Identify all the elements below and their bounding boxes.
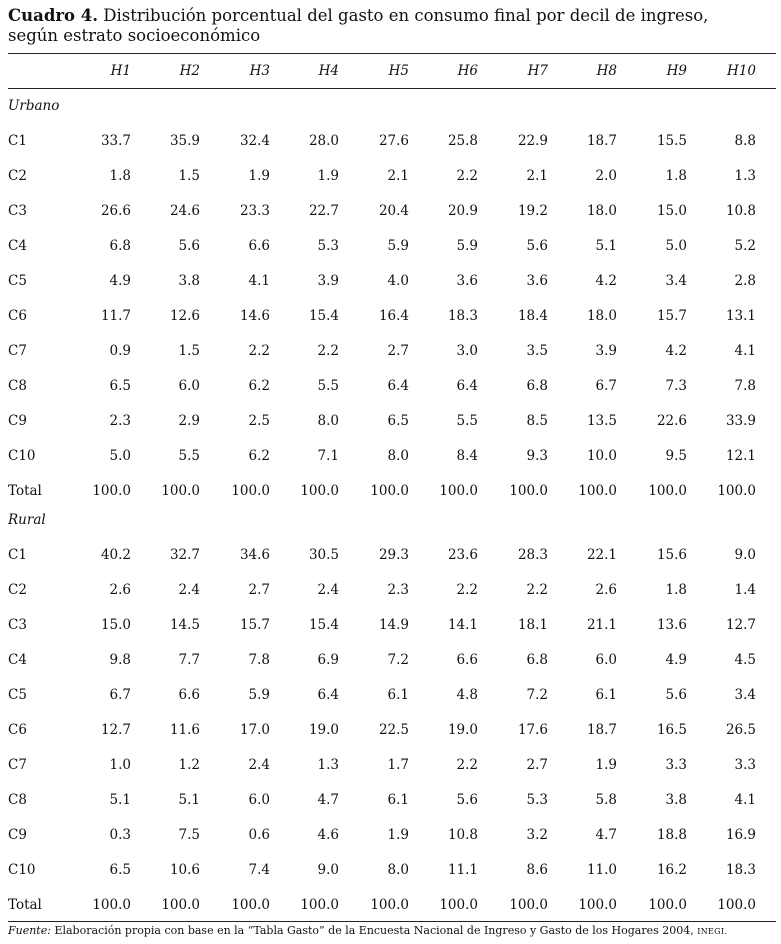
table-cell: 1.8 xyxy=(109,168,131,184)
table-cell: 2.3 xyxy=(109,413,131,429)
table-cell: 5.2 xyxy=(734,238,756,254)
table-cell: 7.8 xyxy=(734,378,756,394)
table-cell: 8.6 xyxy=(526,862,548,878)
table-cell: 0.6 xyxy=(248,827,270,843)
row-label: C7 xyxy=(8,757,27,773)
table-row xyxy=(0,308,781,328)
column-header: H2 xyxy=(179,63,200,79)
table-row xyxy=(0,273,781,293)
table-cell: 1.2 xyxy=(178,757,200,773)
table-cell: 100.0 xyxy=(92,483,131,499)
table-cell: 100.0 xyxy=(717,483,756,499)
table-cell: 12.6 xyxy=(169,308,200,324)
table-cell: 4.1 xyxy=(248,273,270,289)
table-cell: 5.6 xyxy=(665,687,687,703)
footnote-label: Fuente: xyxy=(8,924,51,937)
table-cell: 7.1 xyxy=(317,448,339,464)
table-cell: 5.1 xyxy=(109,792,131,808)
table-cell: 8.0 xyxy=(317,413,339,429)
row-label: Total xyxy=(8,897,42,913)
table-cell: 6.6 xyxy=(248,238,270,254)
table-cell: 26.5 xyxy=(725,722,756,738)
table-cell: 30.5 xyxy=(308,547,339,563)
row-label: C10 xyxy=(8,862,36,878)
footnote-text: Elaboración propia con base en la “Tabla Gasto” de la Encuesta Nacional de Ingreso y Gasto de los Hogares 2004, xyxy=(50,924,698,937)
table-cell: 100.0 xyxy=(509,483,548,499)
table-cell: 28.3 xyxy=(517,547,548,563)
table-cell: 10.8 xyxy=(447,827,478,843)
table-cell: 6.5 xyxy=(109,378,131,394)
table-cell: 9.5 xyxy=(665,448,687,464)
table-cell: 5.0 xyxy=(665,238,687,254)
table-cell: 13.5 xyxy=(586,413,617,429)
table-cell: 5.3 xyxy=(526,792,548,808)
table-cell: 0.9 xyxy=(109,343,131,359)
column-header: H4 xyxy=(318,63,339,79)
table-cell: 100.0 xyxy=(300,897,339,913)
table-cell: 1.8 xyxy=(665,582,687,598)
table-cell: 26.6 xyxy=(100,203,131,219)
table-cell: 33.9 xyxy=(725,413,756,429)
row-label: C4 xyxy=(8,652,27,668)
table-cell: 100.0 xyxy=(231,897,270,913)
table-cell: 23.6 xyxy=(447,547,478,563)
table-cell: 12.7 xyxy=(725,617,756,633)
table-row xyxy=(0,547,781,567)
table-cell: 4.2 xyxy=(595,273,617,289)
table-cell: 2.4 xyxy=(317,582,339,598)
table-cell: 1.3 xyxy=(734,168,756,184)
table-cell: 2.1 xyxy=(526,168,548,184)
table-cell: 8.8 xyxy=(734,133,756,149)
table-cell: 12.7 xyxy=(100,722,131,738)
table-row xyxy=(0,757,781,777)
table-cell: 14.1 xyxy=(447,617,478,633)
table-cell: 22.7 xyxy=(308,203,339,219)
table-cell: 8.5 xyxy=(526,413,548,429)
row-label: C10 xyxy=(8,448,36,464)
column-header-row xyxy=(0,63,781,83)
table-cell: 6.7 xyxy=(109,687,131,703)
table-cell: 2.0 xyxy=(595,168,617,184)
table-row xyxy=(0,582,781,602)
table-cell: 21.1 xyxy=(586,617,617,633)
table-cell: 18.3 xyxy=(725,862,756,878)
row-label: C4 xyxy=(8,238,27,254)
column-header: H10 xyxy=(727,63,756,79)
table-cell: 6.1 xyxy=(387,687,409,703)
table-cell: 4.9 xyxy=(109,273,131,289)
table-cell: 2.4 xyxy=(248,757,270,773)
table-cell: 6.6 xyxy=(178,687,200,703)
table-cell: 6.6 xyxy=(456,652,478,668)
row-label: C6 xyxy=(8,722,27,738)
table-cell: 12.1 xyxy=(725,448,756,464)
table-cell: 5.1 xyxy=(178,792,200,808)
table-cell: 100.0 xyxy=(370,897,409,913)
table-cell: 6.8 xyxy=(526,378,548,394)
table-cell: 18.8 xyxy=(656,827,687,843)
table-cell: 6.0 xyxy=(248,792,270,808)
table-cell: 100.0 xyxy=(439,483,478,499)
table-cell: 15.5 xyxy=(656,133,687,149)
table-cell: 3.4 xyxy=(734,687,756,703)
row-label: C1 xyxy=(8,547,27,563)
table-cell: 5.6 xyxy=(456,792,478,808)
table-cell: 100.0 xyxy=(717,897,756,913)
table-row xyxy=(0,827,781,847)
table-cell: 5.5 xyxy=(178,448,200,464)
table-cell: 7.8 xyxy=(248,652,270,668)
row-label: C8 xyxy=(8,378,27,394)
table-cell: 2.6 xyxy=(109,582,131,598)
table-cell: 7.4 xyxy=(248,862,270,878)
table-cell: 5.9 xyxy=(456,238,478,254)
table-cell: 100.0 xyxy=(161,897,200,913)
table-cell: 15.0 xyxy=(100,617,131,633)
table-cell: 2.1 xyxy=(387,168,409,184)
table-cell: 14.6 xyxy=(239,308,270,324)
table-cell: 100.0 xyxy=(509,897,548,913)
table-cell: 2.7 xyxy=(387,343,409,359)
table-cell: 17.6 xyxy=(517,722,548,738)
row-label: C5 xyxy=(8,273,27,289)
table-cell: 4.9 xyxy=(665,652,687,668)
table-cell: 35.9 xyxy=(169,133,200,149)
table-cell: 6.9 xyxy=(317,652,339,668)
table-cell: 2.2 xyxy=(526,582,548,598)
table-row xyxy=(0,897,781,917)
table-cell: 2.6 xyxy=(595,582,617,598)
row-label: C8 xyxy=(8,792,27,808)
row-label: C5 xyxy=(8,687,27,703)
table-cell: 19.2 xyxy=(517,203,548,219)
table-cell: 18.0 xyxy=(586,203,617,219)
table-cell: 4.1 xyxy=(734,792,756,808)
column-header: H6 xyxy=(457,63,478,79)
table-row xyxy=(0,617,781,637)
table-cell: 15.6 xyxy=(656,547,687,563)
table-cell: 10.0 xyxy=(586,448,617,464)
table-cell: 3.6 xyxy=(526,273,548,289)
table-cell: 34.6 xyxy=(239,547,270,563)
table-cell: 11.6 xyxy=(169,722,200,738)
column-header: H3 xyxy=(249,63,270,79)
table-cell: 17.0 xyxy=(239,722,270,738)
table-cell: 16.9 xyxy=(725,827,756,843)
table-cell: 100.0 xyxy=(300,483,339,499)
table-cell: 32.7 xyxy=(169,547,200,563)
row-label: C2 xyxy=(8,582,27,598)
table-cell: 22.5 xyxy=(378,722,409,738)
table-row xyxy=(0,687,781,707)
table-cell: 11.7 xyxy=(100,308,131,324)
table-cell: 6.2 xyxy=(248,448,270,464)
title-line-1: Distribución porcentual del gasto en consumo final por decil de ingreso, xyxy=(98,6,709,25)
table-cell: 6.5 xyxy=(109,862,131,878)
table-row xyxy=(0,792,781,812)
table-cell: 22.1 xyxy=(586,547,617,563)
column-header: H8 xyxy=(596,63,617,79)
table-cell: 2.2 xyxy=(248,343,270,359)
table-cell: 20.9 xyxy=(447,203,478,219)
table-cell: 8.4 xyxy=(456,448,478,464)
table-cell: 1.9 xyxy=(317,168,339,184)
table-cell: 15.7 xyxy=(239,617,270,633)
table-cell: 9.8 xyxy=(109,652,131,668)
table-cell: 5.6 xyxy=(178,238,200,254)
table-cell: 32.4 xyxy=(239,133,270,149)
table-row xyxy=(0,378,781,398)
table-cell: 9.3 xyxy=(526,448,548,464)
footnote xyxy=(8,924,727,937)
table-cell: 23.3 xyxy=(239,203,270,219)
header-rule xyxy=(8,88,776,89)
table-cell: 15.0 xyxy=(656,203,687,219)
table-title xyxy=(8,6,773,46)
table-cell: 8.0 xyxy=(387,448,409,464)
table-cell: 3.9 xyxy=(595,343,617,359)
table-cell: 4.7 xyxy=(595,827,617,843)
table-cell: 5.9 xyxy=(387,238,409,254)
column-header: H1 xyxy=(110,63,131,79)
table-cell: 4.5 xyxy=(734,652,756,668)
table-cell: 1.5 xyxy=(178,343,200,359)
table-cell: 4.7 xyxy=(317,792,339,808)
table-cell: 2.9 xyxy=(178,413,200,429)
footnote-source: INEGI. xyxy=(697,927,728,936)
table-cell: 13.1 xyxy=(725,308,756,324)
table-cell: 3.9 xyxy=(317,273,339,289)
table-cell: 6.1 xyxy=(387,792,409,808)
table-cell: 14.5 xyxy=(169,617,200,633)
column-header: H9 xyxy=(666,63,687,79)
table-cell: 16.2 xyxy=(656,862,687,878)
bottom-rule xyxy=(8,921,776,922)
row-label: C7 xyxy=(8,343,27,359)
table-cell: 1.9 xyxy=(387,827,409,843)
table-cell: 18.0 xyxy=(586,308,617,324)
table-row xyxy=(0,862,781,882)
table-cell: 5.5 xyxy=(317,378,339,394)
table-cell: 4.6 xyxy=(317,827,339,843)
table-cell: 6.1 xyxy=(595,687,617,703)
table-cell: 4.8 xyxy=(456,687,478,703)
table-cell: 1.7 xyxy=(387,757,409,773)
table-cell: 7.2 xyxy=(387,652,409,668)
section-heading xyxy=(0,512,781,532)
table-cell: 18.3 xyxy=(447,308,478,324)
table-cell: 15.7 xyxy=(656,308,687,324)
table-cell: 9.0 xyxy=(734,547,756,563)
table-cell: 100.0 xyxy=(231,483,270,499)
table-cell: 24.6 xyxy=(169,203,200,219)
table-cell: 15.4 xyxy=(308,308,339,324)
table-cell: 5.9 xyxy=(248,687,270,703)
table-cell: 18.7 xyxy=(586,133,617,149)
row-label: C1 xyxy=(8,133,27,149)
row-label: Total xyxy=(8,483,42,499)
table-cell: 6.8 xyxy=(526,652,548,668)
table-cell: 15.4 xyxy=(308,617,339,633)
table-cell: 1.3 xyxy=(317,757,339,773)
table-cell: 8.0 xyxy=(387,862,409,878)
table-cell: 100.0 xyxy=(648,483,687,499)
row-label: C3 xyxy=(8,203,27,219)
table-cell: 20.4 xyxy=(378,203,409,219)
table-cell: 6.7 xyxy=(595,378,617,394)
table-cell: 5.5 xyxy=(456,413,478,429)
table-cell: 28.0 xyxy=(308,133,339,149)
table-cell: 100.0 xyxy=(92,897,131,913)
table-cell: 1.9 xyxy=(248,168,270,184)
table-cell: 18.4 xyxy=(517,308,548,324)
table-cell: 2.2 xyxy=(456,757,478,773)
table-cell: 4.2 xyxy=(665,343,687,359)
section-label: Rural xyxy=(8,512,46,528)
table-cell: 11.0 xyxy=(586,862,617,878)
table-cell: 5.0 xyxy=(109,448,131,464)
table-row xyxy=(0,413,781,433)
table-cell: 1.9 xyxy=(595,757,617,773)
table-cell: 13.6 xyxy=(656,617,687,633)
table-cell: 40.2 xyxy=(100,547,131,563)
table-cell: 3.0 xyxy=(456,343,478,359)
table-cell: 1.8 xyxy=(665,168,687,184)
table-cell: 7.7 xyxy=(178,652,200,668)
table-cell: 11.1 xyxy=(447,862,478,878)
table-cell: 4.1 xyxy=(734,343,756,359)
table-cell: 2.2 xyxy=(456,168,478,184)
row-label: C9 xyxy=(8,413,27,429)
row-label: C9 xyxy=(8,827,27,843)
table-row xyxy=(0,652,781,672)
table-cell: 100.0 xyxy=(370,483,409,499)
table-cell: 6.4 xyxy=(317,687,339,703)
table-cell: 5.3 xyxy=(317,238,339,254)
table-cell: 2.2 xyxy=(456,582,478,598)
table-cell: 19.0 xyxy=(447,722,478,738)
column-header: H5 xyxy=(388,63,409,79)
table-cell: 22.6 xyxy=(656,413,687,429)
table-cell: 2.2 xyxy=(317,343,339,359)
table-cell: 5.8 xyxy=(595,792,617,808)
table-row xyxy=(0,448,781,468)
column-header: H7 xyxy=(527,63,548,79)
table-row xyxy=(0,722,781,742)
section-heading xyxy=(0,98,781,118)
table-cell: 33.7 xyxy=(100,133,131,149)
table-cell: 5.1 xyxy=(595,238,617,254)
table-cell: 3.6 xyxy=(456,273,478,289)
table-row xyxy=(0,203,781,223)
table-cell: 6.5 xyxy=(387,413,409,429)
table-row xyxy=(0,168,781,188)
table-cell: 7.5 xyxy=(178,827,200,843)
table-cell: 1.5 xyxy=(178,168,200,184)
table-row xyxy=(0,238,781,258)
table-cell: 18.1 xyxy=(517,617,548,633)
table-cell: 27.6 xyxy=(378,133,409,149)
table-number: Cuadro 4. xyxy=(8,6,99,25)
title-line-2: según estrato socioeconómico xyxy=(8,26,261,45)
table-cell: 1.4 xyxy=(734,582,756,598)
table-cell: 25.8 xyxy=(447,133,478,149)
table-row xyxy=(0,133,781,153)
table-cell: 2.8 xyxy=(734,273,756,289)
table-cell: 100.0 xyxy=(439,897,478,913)
table-cell: 3.5 xyxy=(526,343,548,359)
table-cell: 18.7 xyxy=(586,722,617,738)
table-cell: 6.2 xyxy=(248,378,270,394)
table-cell: 3.4 xyxy=(665,273,687,289)
table-cell: 22.9 xyxy=(517,133,548,149)
table-cell: 6.4 xyxy=(456,378,478,394)
table-cell: 29.3 xyxy=(378,547,409,563)
table-row xyxy=(0,483,781,503)
row-label: C2 xyxy=(8,168,27,184)
table-cell: 6.4 xyxy=(387,378,409,394)
table-cell: 6.0 xyxy=(595,652,617,668)
row-label: C3 xyxy=(8,617,27,633)
table-cell: 3.8 xyxy=(178,273,200,289)
table-cell: 100.0 xyxy=(648,897,687,913)
table-cell: 3.3 xyxy=(734,757,756,773)
table-cell: 6.0 xyxy=(178,378,200,394)
table-cell: 4.0 xyxy=(387,273,409,289)
table-cell: 7.2 xyxy=(526,687,548,703)
table-cell: 2.5 xyxy=(248,413,270,429)
table-cell: 2.7 xyxy=(248,582,270,598)
table-cell: 3.8 xyxy=(665,792,687,808)
top-rule xyxy=(8,53,776,54)
table-cell: 7.3 xyxy=(665,378,687,394)
table-cell: 100.0 xyxy=(161,483,200,499)
section-label: Urbano xyxy=(8,98,60,114)
table-cell: 1.0 xyxy=(109,757,131,773)
table-cell: 10.8 xyxy=(725,203,756,219)
table-cell: 6.8 xyxy=(109,238,131,254)
table-cell: 100.0 xyxy=(578,897,617,913)
table-cell: 14.9 xyxy=(378,617,409,633)
table-cell: 9.0 xyxy=(317,862,339,878)
table-cell: 5.6 xyxy=(526,238,548,254)
table-cell: 16.5 xyxy=(656,722,687,738)
table-cell: 2.7 xyxy=(526,757,548,773)
table-cell: 3.2 xyxy=(526,827,548,843)
table-cell: 2.3 xyxy=(387,582,409,598)
table-cell: 16.4 xyxy=(378,308,409,324)
table-cell: 3.3 xyxy=(665,757,687,773)
row-label: C6 xyxy=(8,308,27,324)
table-cell: 100.0 xyxy=(578,483,617,499)
table-row xyxy=(0,343,781,363)
table-cell: 2.4 xyxy=(178,582,200,598)
table-cell: 19.0 xyxy=(308,722,339,738)
table-cell: 10.6 xyxy=(169,862,200,878)
table-cell: 0.3 xyxy=(109,827,131,843)
